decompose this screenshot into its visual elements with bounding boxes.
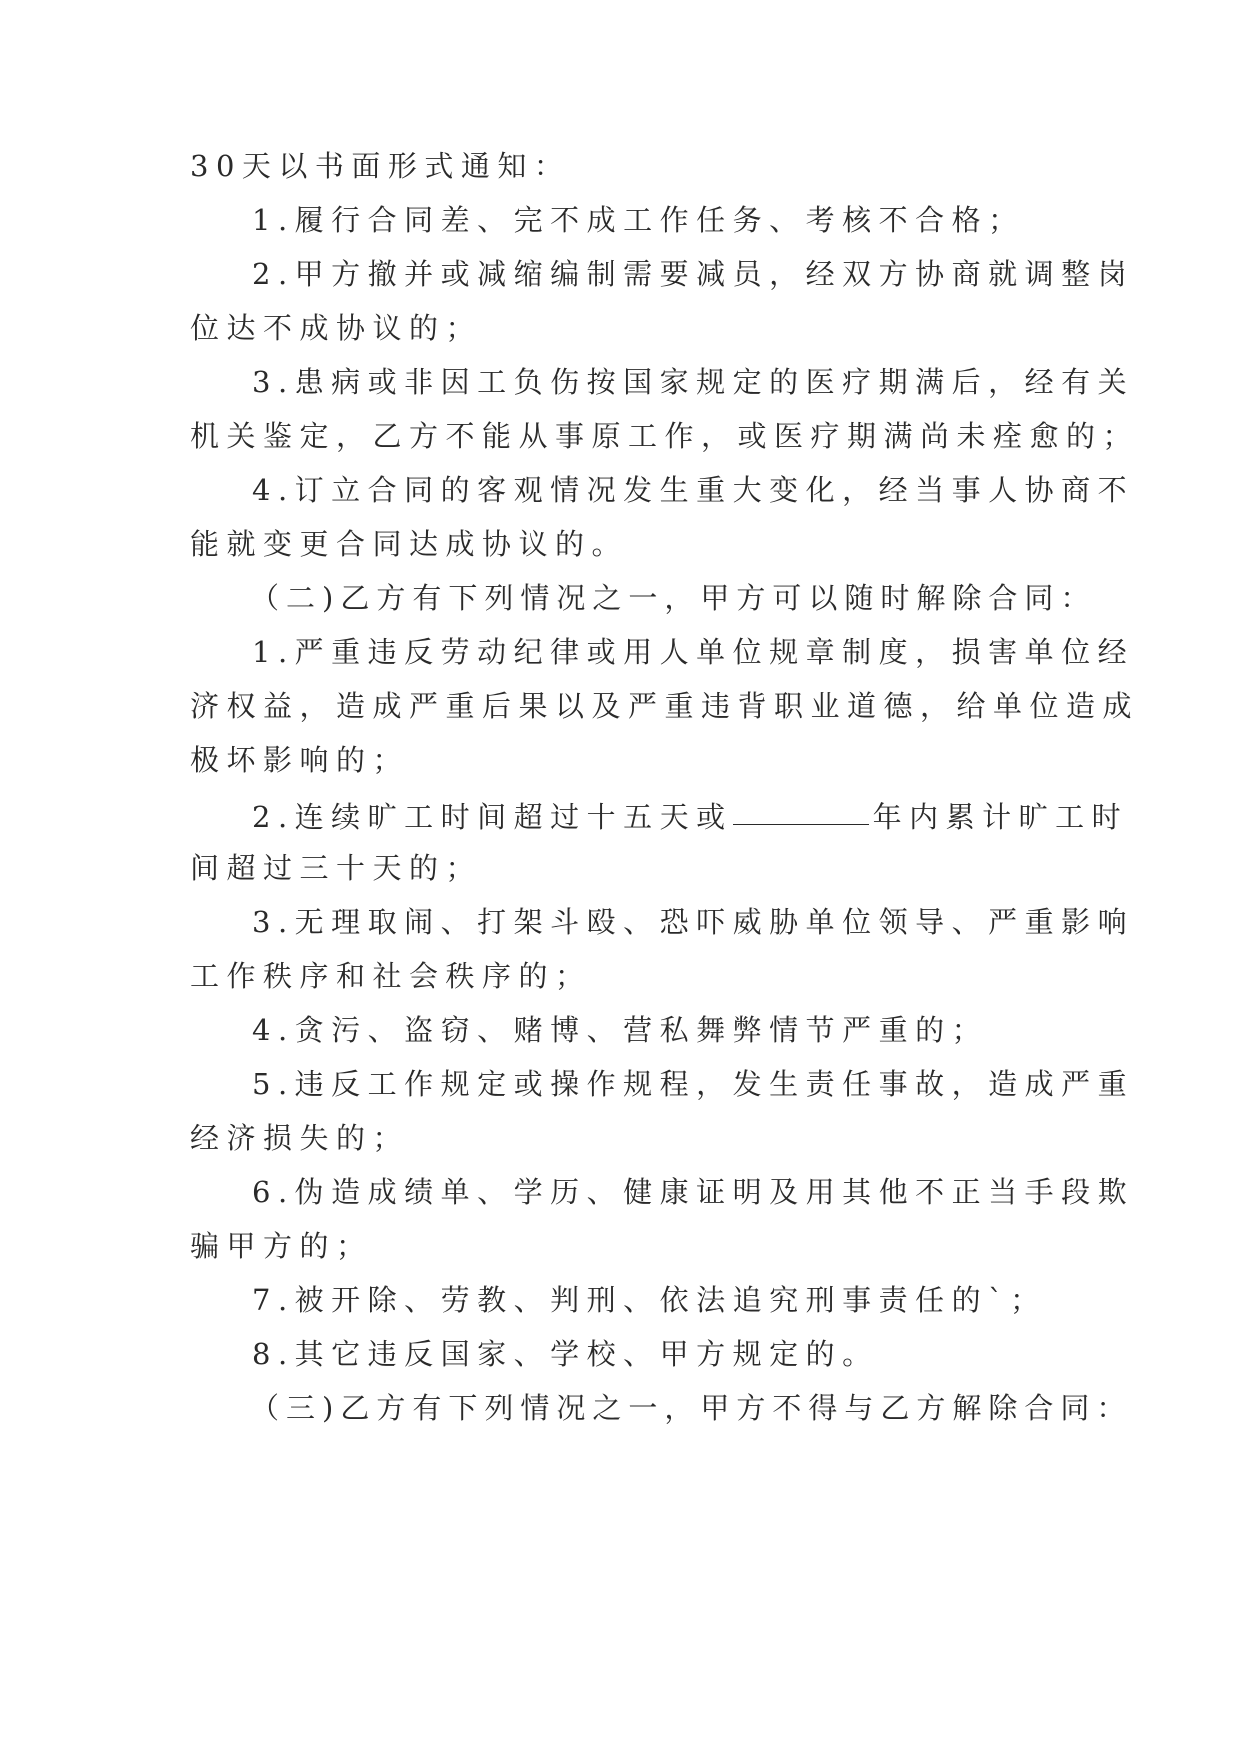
list-item-2 — [0, 794, 1241, 834]
list-item-3: 3.患病或非因工负伤按国家规定的医疗期满后，经有关 — [252, 365, 1135, 399]
text-segment: 年内累计旷工时 — [872, 800, 1129, 834]
list-item-8: 8.其它违反国家、学校、甲方规定的。 — [252, 1337, 879, 1371]
list-item-7: 7.被开除、劳教、判刑、依法追究刑事责任的`； — [252, 1283, 1047, 1317]
list-item-5: 5.违反工作规定或操作规程，发生责任事故，造成严重 — [252, 1067, 1135, 1101]
list-item-1: 1.严重违反劳动纪律或用人单位规章制度，损害单位经 — [252, 635, 1135, 669]
text-line: 能就变更合同达成协议的。 — [190, 527, 629, 561]
text-line: 经济损失的； — [190, 1121, 410, 1155]
list-item-4: 4.贪污、盗窃、赌博、营私舞弊情节严重的； — [252, 1013, 989, 1047]
text-line: 济权益，造成严重后果以及严重违背职业道德，给单位造成 — [190, 689, 1140, 723]
list-item-4: 4.订立合同的客观情况发生重大变化，经当事人协商不 — [252, 473, 1135, 507]
fill-in-blank[interactable] — [733, 794, 869, 825]
section-heading-2: （二)乙方有下列情况之一，甲方可以随时解除合同： — [250, 581, 1097, 615]
text-line: 极坏影响的； — [190, 743, 410, 777]
list-item-1: 1.履行合同差、完不成工作任务、考核不合格； — [252, 203, 1025, 237]
text-line: 30天以书面形式通知： — [190, 149, 571, 183]
text-segment: 2.连续旷工时间超过十五天或 — [252, 800, 733, 834]
list-item-3: 3.无理取闹、打架斗殴、恐吓威胁单位领导、严重影响 — [252, 905, 1135, 939]
text-line: 骗甲方的； — [190, 1229, 373, 1263]
text-line: 工作秩序和社会秩序的； — [190, 959, 592, 993]
list-item-6: 6.伪造成绩单、学历、健康证明及用其他不正当手段欺 — [252, 1175, 1135, 1209]
text-line: 位达不成协议的； — [190, 311, 483, 345]
text-line: 机关鉴定，乙方不能从事原工作，或医疗期满尚未痊愈的； — [190, 419, 1140, 453]
list-item-2: 2.甲方撤并或减缩编制需要减员，经双方协商就调整岗 — [252, 257, 1135, 291]
section-heading-3: （三)乙方有下列情况之一，甲方不得与乙方解除合同： — [250, 1391, 1133, 1425]
text-line: 间超过三十天的； — [190, 851, 483, 885]
